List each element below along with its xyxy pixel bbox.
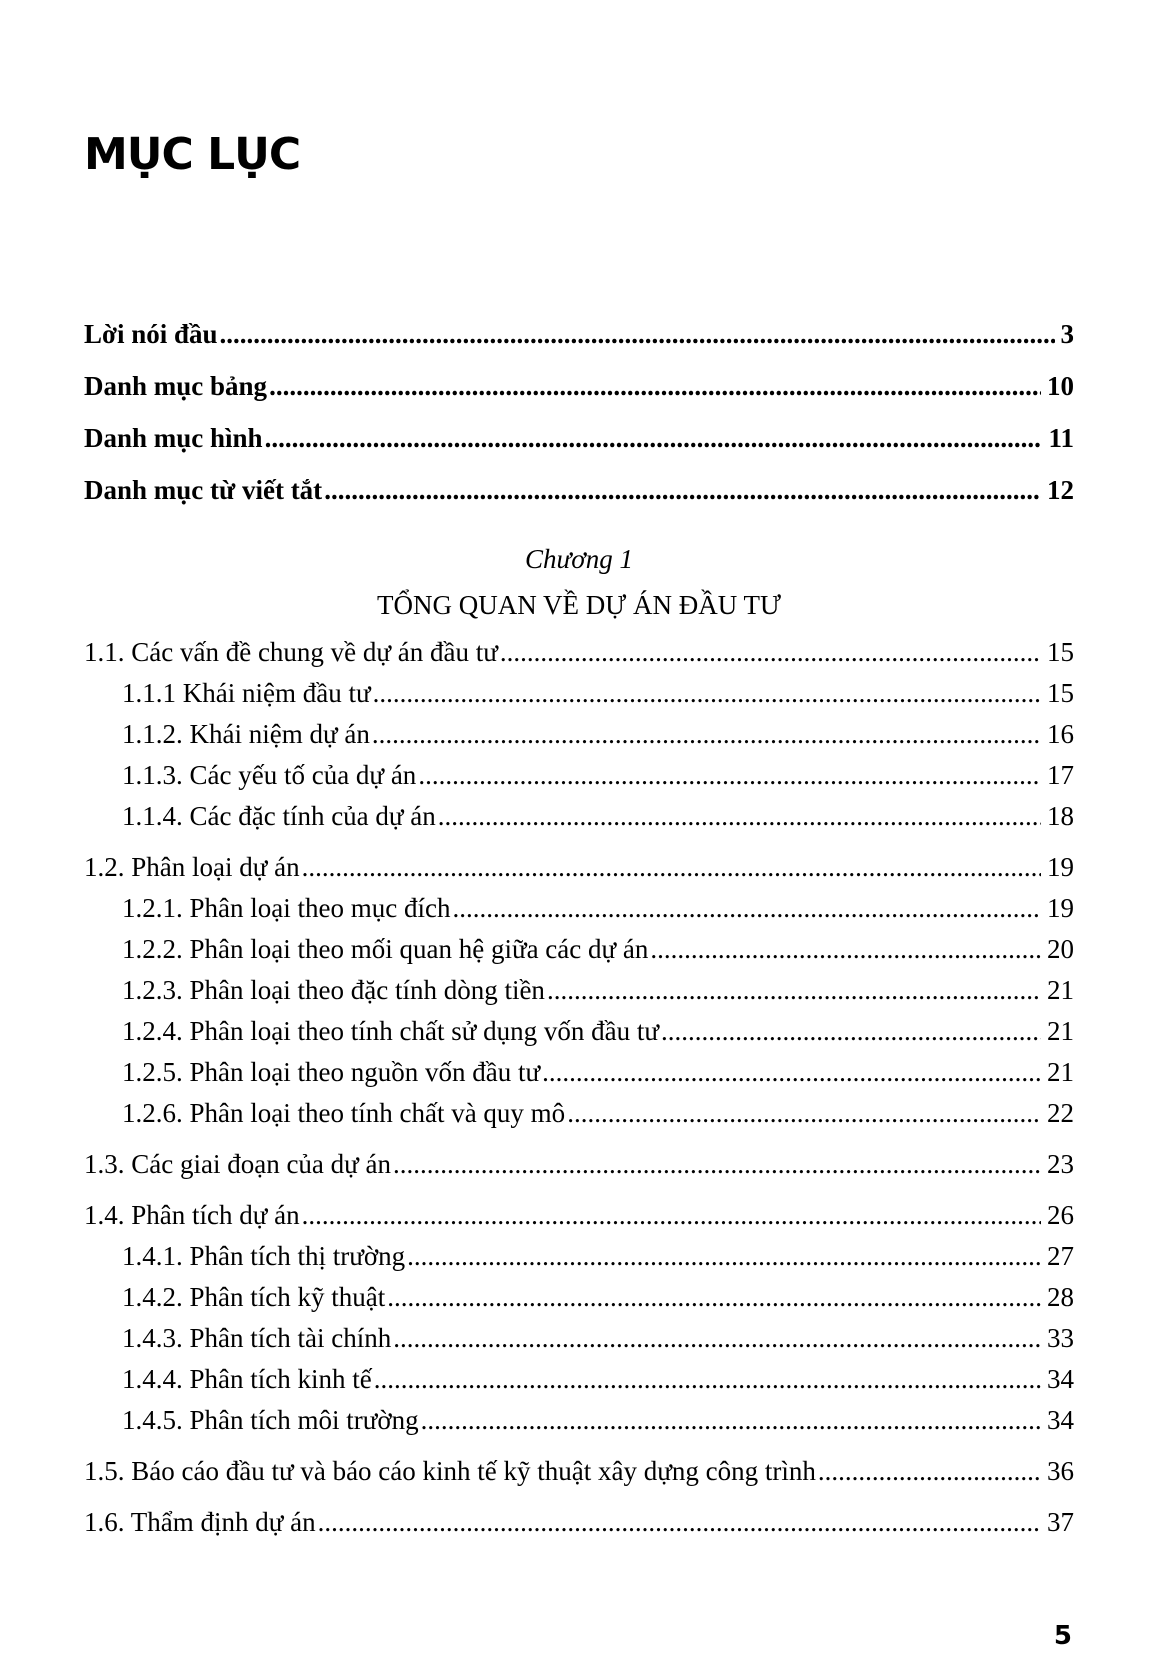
toc-entry-label: Danh mục từ viết tắt	[84, 475, 323, 505]
toc-entry-label: 1.4.3. Phân tích tài chính	[122, 1323, 392, 1353]
toc-entry-page: 36	[1047, 1456, 1074, 1486]
toc-entry-page: 16	[1047, 719, 1074, 749]
dot-leader	[302, 847, 1041, 888]
toc-entry-subsection[interactable]	[84, 1093, 1074, 1134]
toc-entry-subsection[interactable]	[84, 1236, 1074, 1277]
toc-entry-label: 1.1.3. Các yếu tố của dự án	[122, 760, 417, 790]
toc-entry-label: 1.4.5. Phân tích môi trường	[122, 1405, 419, 1435]
toc-entry-page: 12	[1047, 475, 1074, 505]
toc-entry-label: 1.4.1. Phân tích thị trường	[122, 1241, 406, 1271]
toc-entry-subsection[interactable]	[84, 714, 1074, 755]
toc-entry-front-matter[interactable]	[84, 360, 1074, 412]
dot-leader	[373, 673, 1041, 714]
toc-entry-section[interactable]	[84, 1195, 1074, 1236]
chapter-title: TỔNG QUAN VỀ DỰ ÁN ĐẦU TƯ	[377, 590, 781, 620]
dot-leader	[387, 1277, 1041, 1318]
page-title: MỤC LỤC	[84, 129, 301, 180]
dot-leader	[418, 755, 1041, 796]
toc-entry-subsection[interactable]	[84, 1011, 1074, 1052]
toc-section	[84, 1195, 1074, 1441]
toc-entry-page: 27	[1047, 1241, 1074, 1271]
toc-section	[84, 1144, 1074, 1185]
toc-entry-subsection[interactable]	[84, 1318, 1074, 1359]
toc-entry-label: 1.2.5. Phân loại theo nguồn vốn đầu tư	[122, 1057, 541, 1087]
toc-entry-page: 33	[1047, 1323, 1074, 1353]
toc-section	[84, 632, 1074, 837]
dot-leader	[324, 464, 1041, 516]
toc-entry-page: 26	[1047, 1200, 1074, 1230]
toc-entry-page: 34	[1047, 1405, 1074, 1435]
toc-entry-page: 21	[1047, 1016, 1074, 1046]
toc-entry-subsection[interactable]	[84, 796, 1074, 837]
toc-entry-label: 1.1.1 Khái niệm đầu tư	[122, 678, 371, 708]
dot-leader	[500, 632, 1041, 673]
toc-entry-page: 15	[1047, 678, 1074, 708]
toc-entry-page: 3	[1060, 319, 1074, 349]
dot-leader	[407, 1236, 1041, 1277]
toc-entry-page: 21	[1047, 975, 1074, 1005]
toc-entry-label: 1.1.2. Khái niệm dự án	[122, 719, 370, 749]
toc-entry-section[interactable]	[84, 632, 1074, 673]
toc-entry-label: Lời nói đầu	[84, 319, 218, 349]
dot-leader	[269, 360, 1041, 412]
dot-leader	[374, 1359, 1041, 1400]
toc-entry-page: 19	[1047, 852, 1074, 882]
toc-entry-label: 1.4. Phân tích dự án	[84, 1200, 300, 1230]
toc-entry-subsection[interactable]	[84, 1400, 1074, 1441]
front-matter-list	[84, 308, 1074, 516]
toc-entry-subsection[interactable]	[84, 673, 1074, 714]
toc-entry-page: 37	[1047, 1507, 1074, 1537]
toc-entry-page: 19	[1047, 893, 1074, 923]
dot-leader	[318, 1502, 1041, 1543]
toc-entry-label: 1.1.4. Các đặc tính của dự án	[122, 801, 436, 831]
toc-entry-page: 22	[1047, 1098, 1074, 1128]
dot-leader	[393, 1144, 1041, 1185]
toc-entry-page: 17	[1047, 760, 1074, 790]
toc-entry-subsection[interactable]	[84, 1359, 1074, 1400]
toc-entry-subsection[interactable]	[84, 929, 1074, 970]
dot-leader	[818, 1451, 1041, 1492]
toc-entry-label: 1.2.1. Phân loại theo mục đích	[122, 893, 451, 923]
toc-section	[84, 1502, 1074, 1543]
dot-leader	[452, 888, 1041, 929]
dot-leader	[661, 1011, 1041, 1052]
toc-entry-subsection[interactable]	[84, 1052, 1074, 1093]
toc-entry-subsection[interactable]	[84, 888, 1074, 929]
dot-leader	[393, 1318, 1041, 1359]
toc-entry-label: 1.2.2. Phân loại theo mối quan hệ giữa các dự án	[122, 934, 649, 964]
toc-entry-label: 1.4.2. Phân tích kỹ thuật	[122, 1282, 386, 1312]
toc-entry-label: Danh mục hình	[84, 423, 263, 453]
dot-leader	[265, 412, 1043, 464]
toc-entry-page: 28	[1047, 1282, 1074, 1312]
toc-entry-page: 15	[1047, 637, 1074, 667]
toc-entry-section[interactable]	[84, 1451, 1074, 1492]
toc-entry-label: 1.5. Báo cáo đầu tư và báo cáo kinh tế kỹ thuật xây dựng công trình	[84, 1456, 816, 1486]
toc-entry-section[interactable]	[84, 847, 1074, 888]
dot-leader	[220, 308, 1055, 360]
toc-entry-page: 34	[1047, 1364, 1074, 1394]
dot-leader	[438, 796, 1041, 837]
toc-entry-page: 23	[1047, 1149, 1074, 1179]
toc-entry-front-matter[interactable]	[84, 308, 1074, 360]
page-number: 5	[1053, 1621, 1072, 1651]
chapter-label: Chương 1	[525, 544, 633, 574]
toc-entry-label: 1.6. Thẩm định dự án	[84, 1507, 316, 1537]
toc-entry-label: 1.2.3. Phân loại theo đặc tính dòng tiền	[122, 975, 545, 1005]
toc-entry-subsection[interactable]	[84, 970, 1074, 1011]
toc-entry-label: 1.2. Phân loại dự án	[84, 852, 300, 882]
toc-entry-front-matter[interactable]	[84, 464, 1074, 516]
toc-entry-label: 1.1. Các vấn đề chung về dự án đầu tư	[84, 637, 498, 667]
toc-entry-page: 20	[1047, 934, 1074, 964]
toc-entry-front-matter[interactable]	[84, 412, 1074, 464]
toc-entry-subsection[interactable]	[84, 1277, 1074, 1318]
dot-leader	[547, 970, 1041, 1011]
dot-leader	[421, 1400, 1041, 1441]
toc-entry-page: 11	[1048, 423, 1074, 453]
dot-leader	[302, 1195, 1041, 1236]
table-of-contents	[84, 308, 1074, 1543]
toc-entry-page: 18	[1047, 801, 1074, 831]
dot-leader	[567, 1093, 1041, 1134]
toc-entry-section[interactable]	[84, 1144, 1074, 1185]
toc-entry-subsection[interactable]	[84, 755, 1074, 796]
toc-entry-page: 10	[1047, 371, 1074, 401]
toc-entry-label: 1.2.6. Phân loại theo tính chất và quy mô	[122, 1098, 566, 1128]
dot-leader	[542, 1052, 1041, 1093]
toc-entry-page: 21	[1047, 1057, 1074, 1087]
toc-entry-label: 1.2.4. Phân loại theo tính chất sử dụng vốn đầu tư	[122, 1016, 659, 1046]
toc-entry-label: Danh mục bảng	[84, 371, 268, 401]
toc-entry-section[interactable]	[84, 1502, 1074, 1543]
dot-leader	[650, 929, 1041, 970]
toc-entry-label: 1.3. Các giai đoạn của dự án	[84, 1149, 392, 1179]
toc-section	[84, 847, 1074, 1134]
dot-leader	[372, 714, 1041, 755]
toc-section	[84, 1451, 1074, 1492]
toc-entry-label: 1.4.4. Phân tích kinh tế	[122, 1364, 372, 1394]
